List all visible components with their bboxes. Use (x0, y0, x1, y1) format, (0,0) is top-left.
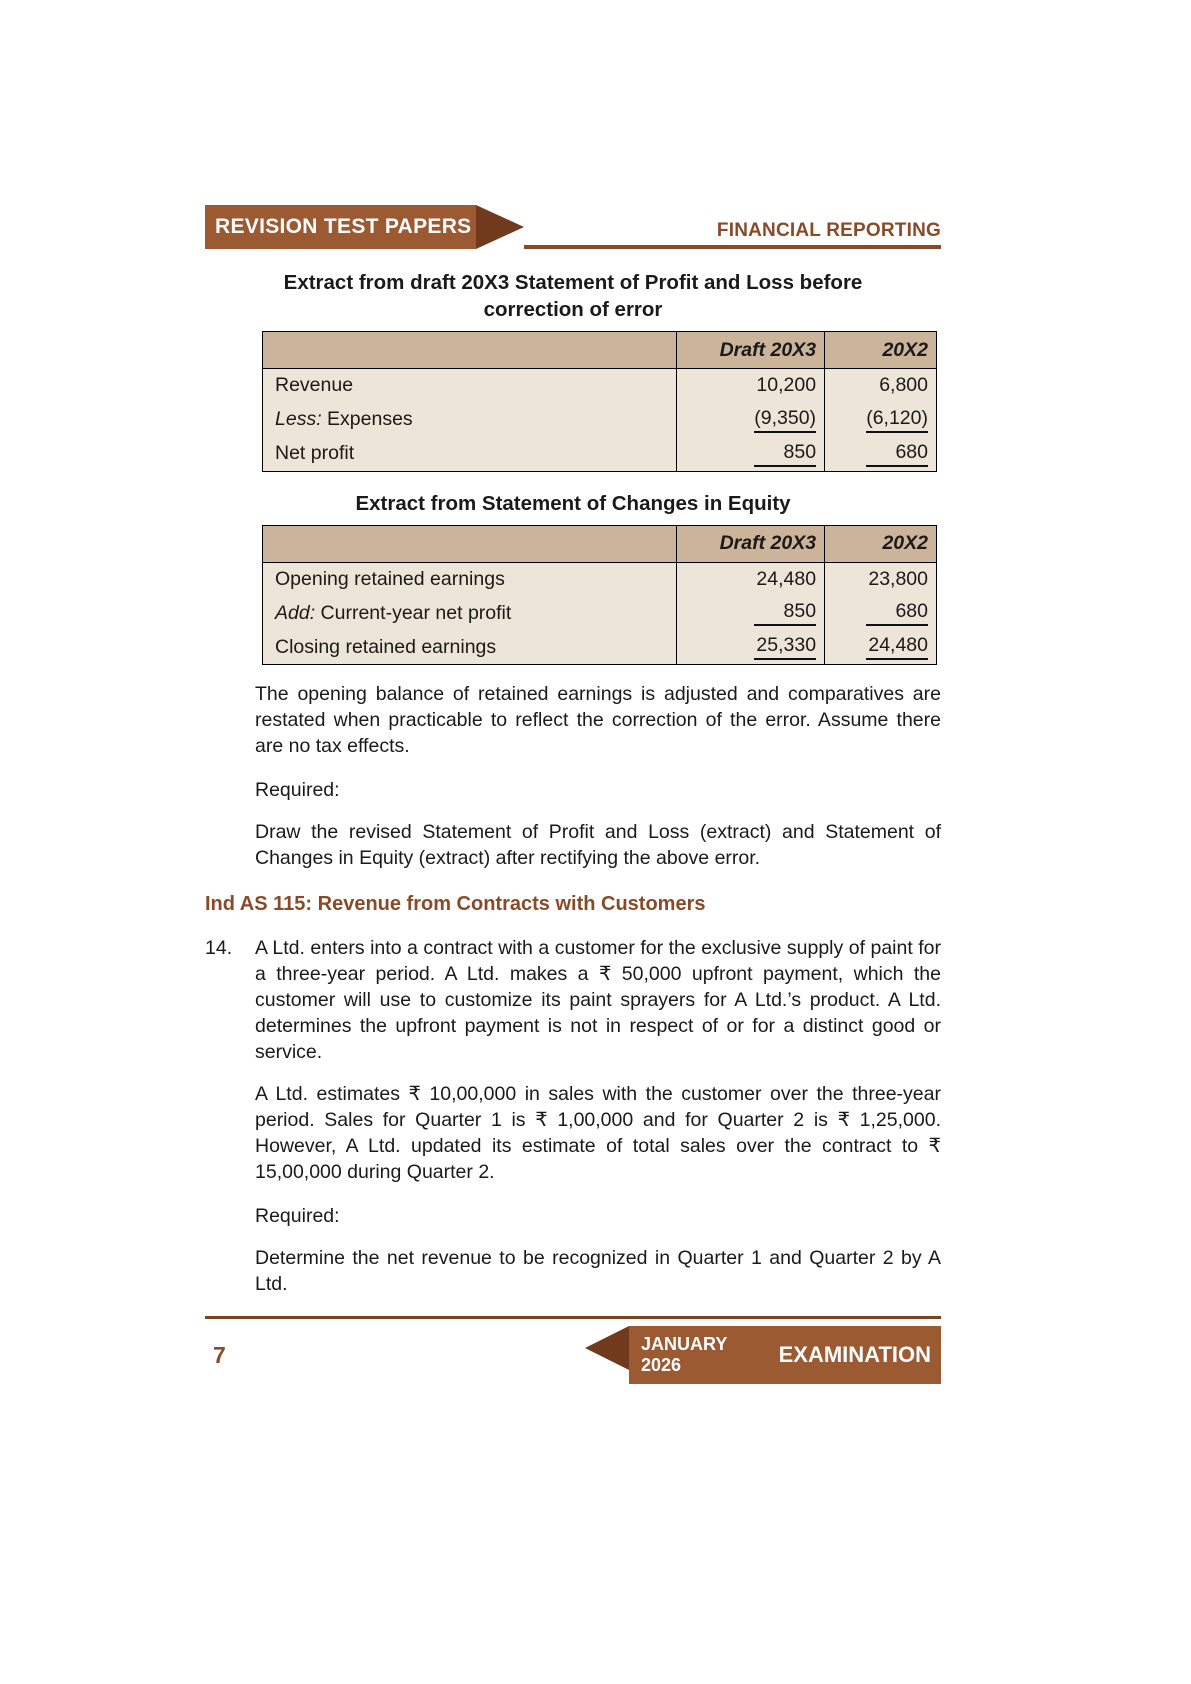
examination-banner (585, 1326, 941, 1384)
row-label: Net profit (275, 442, 355, 464)
footer-row (205, 1326, 941, 1384)
equity-extract-table (262, 525, 937, 666)
header-cell-draft-20x3: Draft 20X3 (677, 525, 825, 562)
question-paragraph-1: A Ltd. enters into a contract with a customer for the exclusive supply of paint for a three-year period. A Ltd. makes a ₹ 50,000 upfront payment, which the customer will use to customize its paint sprayers for A Ltd.’s product. A Ltd. determines the upfront payment is not in respect of or for a distinct good or service. (255, 937, 941, 1063)
question-14 (205, 935, 941, 1297)
page-footer (205, 1316, 941, 1384)
requirement-paragraph: Draw the revised Statement of Profit and Loss (extract) and Statement of Changes in Equity (extract) after rectifying the above error. (255, 821, 941, 869)
draft-value-cell (677, 437, 825, 472)
row-label: Opening retained earnings (275, 567, 505, 590)
question-body (255, 935, 941, 1297)
note-paragraph: The opening balance of retained earnings is adjusted and comparatives are restated when practicable to reflect the correction of the error. Assume there are no tax effects. (255, 683, 941, 757)
row-label: Expenses (327, 408, 413, 430)
row-label: Revenue (275, 374, 354, 397)
prior-value: (6,120) (866, 407, 928, 433)
draft-value: 25,330 (754, 634, 816, 660)
pl-extract-table (262, 331, 937, 472)
table-header-row (263, 332, 937, 369)
page-number: 7 (213, 1341, 226, 1368)
row-label-prefix: Less: (275, 408, 322, 430)
prior-value-cell (825, 369, 937, 403)
prior-value-cell (825, 596, 937, 630)
draft-value: 850 (754, 441, 816, 467)
row-label-cell (263, 403, 677, 437)
row-label-cell (263, 630, 677, 665)
equity-table-title: Extract from Statement of Changes in Equity (355, 491, 791, 515)
row-label-cell (263, 562, 677, 596)
question-13-text (255, 681, 941, 871)
table-row (263, 630, 937, 665)
banner-arrow-right-icon (476, 205, 524, 249)
required-label: Required: (255, 1205, 340, 1227)
table-row (263, 369, 937, 403)
table-header-row (263, 525, 937, 562)
header-cell-20x2: 20X2 (825, 525, 937, 562)
table-row (263, 403, 937, 437)
header-cell-draft-20x3: Draft 20X3 (677, 332, 825, 369)
header-cell-blank (263, 332, 677, 369)
banner-label: REVISION TEST PAPERS (215, 215, 472, 238)
prior-value-cell (825, 403, 937, 437)
question-paragraph-2: A Ltd. estimates ₹ 10,00,000 in sales with the customer over the three-year period. Sales for Quarter 1 is ₹ 1,00,000 and for Quarter 2 is ₹ 1,25,000. However, A Ltd. updated its estimate of total sales over the contract to ₹ 15,00,000 during Quarter 2. (255, 1083, 941, 1183)
prior-value: 6,800 (879, 374, 928, 397)
header-cell-blank (263, 525, 677, 562)
row-label: Current-year net profit (320, 601, 512, 624)
page-content (205, 205, 941, 1297)
banner-arrow-left-icon (585, 1326, 629, 1370)
draft-value: 10,200 (756, 374, 817, 397)
row-label-cell (263, 437, 677, 472)
draft-value: 24,480 (756, 567, 817, 590)
subject-label: FINANCIAL REPORTING (716, 220, 941, 241)
row-label: Closing retained earnings (275, 635, 497, 658)
footer-rule (205, 1316, 941, 1319)
revision-test-papers-banner (205, 205, 476, 249)
table-row (263, 437, 937, 472)
draft-value-cell (677, 403, 825, 437)
table-row (263, 596, 937, 630)
row-label-cell (263, 596, 677, 630)
draft-value-cell (677, 562, 825, 596)
examination-session: JANUARY 2026 (641, 1334, 728, 1375)
subject-header (524, 205, 942, 249)
draft-value-cell (677, 369, 825, 403)
page-header (205, 205, 941, 249)
prior-value: 23,800 (868, 567, 928, 590)
prior-value: 680 (866, 441, 928, 467)
pl-table-title: Extract from draft 20X3 Statement of Profit and Loss before correction of error (283, 271, 863, 321)
examination-word: EXAMINATION (778, 1342, 931, 1367)
required-label: Required: (255, 779, 340, 801)
prior-value-cell (825, 437, 937, 472)
row-label-prefix: Add: (275, 601, 316, 624)
requirement-paragraph: Determine the net revenue to be recognized in Quarter 1 and Quarter 2 by A Ltd. (255, 1247, 941, 1295)
ind-as-115-heading: Ind AS 115: Revenue from Contracts with Customers (205, 893, 706, 915)
draft-value: 850 (754, 600, 816, 626)
prior-value-cell (825, 630, 937, 665)
draft-value: (9,350) (754, 407, 816, 433)
draft-value-cell (677, 596, 825, 630)
row-label-cell (263, 369, 677, 403)
question-number: 14. (205, 937, 233, 959)
prior-value: 24,480 (866, 634, 928, 660)
examination-banner-label (629, 1326, 941, 1384)
prior-value-cell (825, 562, 937, 596)
table-row (263, 562, 937, 596)
prior-value: 680 (866, 600, 928, 626)
header-cell-20x2: 20X2 (825, 332, 937, 369)
draft-value-cell (677, 630, 825, 665)
